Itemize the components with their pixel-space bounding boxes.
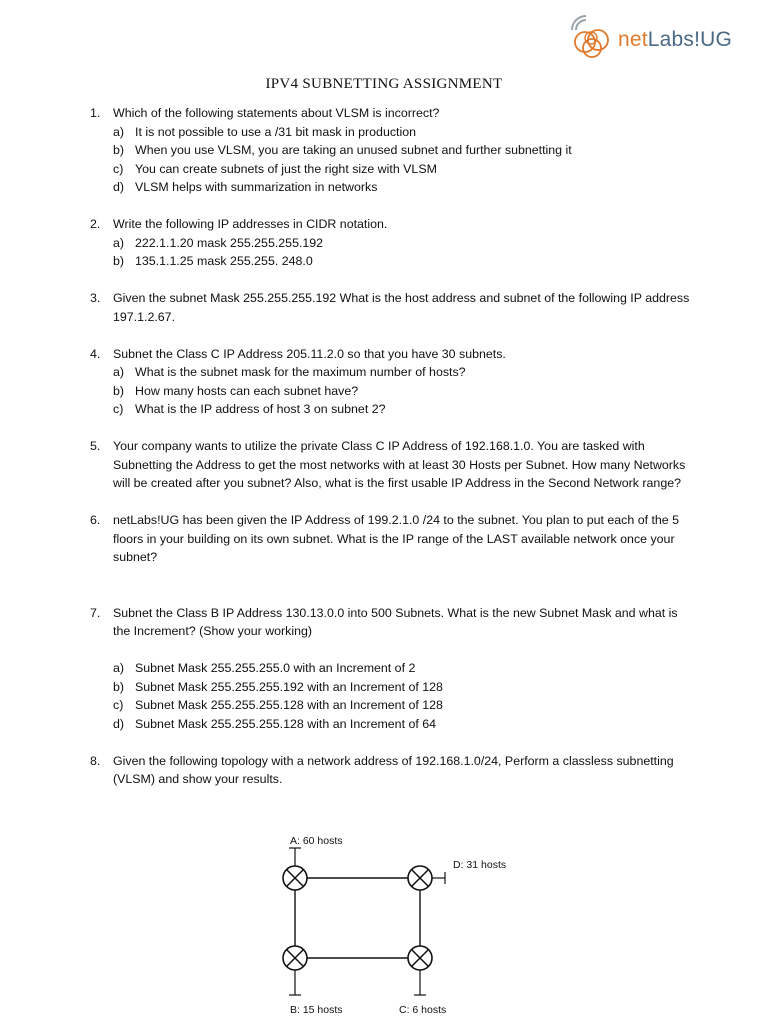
option-label: c) (113, 698, 124, 712)
option-text: When you use VLSM, you are taking an unused subnet and further subnetting it (135, 143, 572, 157)
option-label: d) (113, 716, 125, 731)
question-number: 1. (90, 106, 101, 120)
option-item (113, 123, 690, 142)
question-text: Given the following topology with a network address of 192.168.1.0/24, Perform a classless subnetting (VLSM) and show your results. (113, 753, 674, 786)
question-1 (90, 104, 690, 197)
option-text: 222.1.1.20 mask 255.255.255.192 (135, 235, 324, 250)
option-list (113, 234, 690, 271)
netlabs-logo (570, 14, 733, 60)
router-a-icon (283, 866, 307, 890)
question-text: Write the following IP addresses in CIDR notation. (113, 217, 388, 231)
option-label: a) (113, 365, 125, 379)
option-label: a) (113, 661, 125, 675)
option-label: c) (113, 161, 124, 176)
option-item (113, 715, 690, 734)
question-list (90, 104, 690, 789)
page-title: IPV4 SUBNETTING ASSIGNMENT (265, 76, 503, 92)
option-item (113, 234, 690, 253)
label-b: B: 15 hosts (290, 1004, 343, 1016)
question-text: Which of the following statements about VLSM is incorrect? (113, 106, 440, 120)
question-number: 7. (90, 605, 101, 620)
option-label: b) (113, 383, 125, 398)
option-text: How many hosts can each subnet have? (135, 383, 359, 398)
option-text: What is the IP address of host 3 on subnet 2? (135, 402, 386, 416)
option-label: b) (113, 143, 125, 157)
question-text: Given the subnet Mask 255.255.255.192 What is the host address and subnet of the following IP address 197.1.2.67. (113, 291, 690, 324)
question-text: netLabs!UG has been given the IP Address of 199.2.1.0 /24 to the subnet. You plan to put each of the 5 floors in your building on its own subnet. What is the IP range of the LAST available network once your subnet? (113, 513, 680, 564)
question-text: Subnet the Class C IP Address 205.11.2.0 so that you have 30 subnets. (113, 346, 506, 361)
question-number: 4. (90, 346, 101, 361)
router-d-icon (408, 866, 432, 890)
label-a: A: 60 hosts (290, 835, 343, 847)
option-item (113, 696, 690, 715)
option-text: You can create subnets of just the right size with VLSM (135, 161, 437, 176)
question-number: 2. (90, 217, 101, 231)
question-5 (90, 437, 690, 493)
option-label: d) (113, 180, 125, 194)
question-2 (90, 215, 690, 271)
question-4 (90, 345, 690, 419)
question-3 (90, 289, 690, 326)
option-text: Subnet Mask 255.255.255.128 with an Increment of 64 (135, 716, 437, 731)
option-text: It is not possible to use a /31 bit mask in production (135, 124, 417, 139)
question-text: Subnet the Class B IP Address 130.13.0.0 into 500 Subnets. What is the new Subnet Mask and what is the Increment? (Show your working) (113, 605, 678, 638)
option-list (113, 659, 690, 733)
option-list (113, 363, 690, 419)
option-item (113, 160, 690, 179)
logo-globe-icon (570, 14, 618, 60)
option-text: 135.1.1.25 mask 255.255. 248.0 (135, 254, 313, 268)
question-number: 5. (90, 439, 101, 453)
network-topology-diagram (270, 832, 510, 1024)
option-item (113, 400, 690, 419)
option-text: Subnet Mask 255.255.255.128 with an Increment of 128 (135, 698, 443, 712)
question-number: 8. (90, 753, 101, 768)
option-item (113, 141, 690, 160)
router-c-icon (408, 946, 432, 970)
option-list (113, 123, 690, 197)
option-text: What is the subnet mask for the maximum number of hosts? (135, 365, 466, 379)
question-7 (90, 604, 690, 734)
option-text: Subnet Mask 255.255.255.192 with an Increment of 128 (135, 679, 443, 694)
option-label: a) (113, 124, 125, 139)
question-number: 3. (90, 291, 101, 305)
question-6 (90, 511, 690, 567)
question-text: Your company wants to utilize the private Class C IP Address of 192.168.1.0. You are tasked with Subnetting the Address to get the most networks with at least 30 Hosts per Subnet. How many Networks will be created after you subnet? Also, what is the first usable IP Address in the Second Network range? (113, 439, 686, 490)
option-label: c) (113, 402, 124, 416)
question-number: 6. (90, 513, 101, 527)
option-label: b) (113, 254, 125, 268)
logo-wordmark: netLabs!UG (618, 28, 733, 51)
option-item (113, 252, 690, 271)
router-b-icon (283, 946, 307, 970)
option-label: b) (113, 679, 125, 694)
option-label: a) (113, 235, 125, 250)
option-text: Subnet Mask 255.255.255.0 with an Increment of 2 (135, 661, 416, 675)
option-item (113, 659, 690, 678)
option-item (113, 363, 690, 382)
option-item (113, 382, 690, 401)
question-8 (90, 752, 690, 789)
option-item (113, 178, 690, 197)
option-item (113, 678, 690, 697)
label-c: C: 6 hosts (399, 1004, 447, 1016)
option-text: VLSM helps with summarization in networks (135, 180, 378, 194)
label-d: D: 31 hosts (453, 859, 507, 871)
